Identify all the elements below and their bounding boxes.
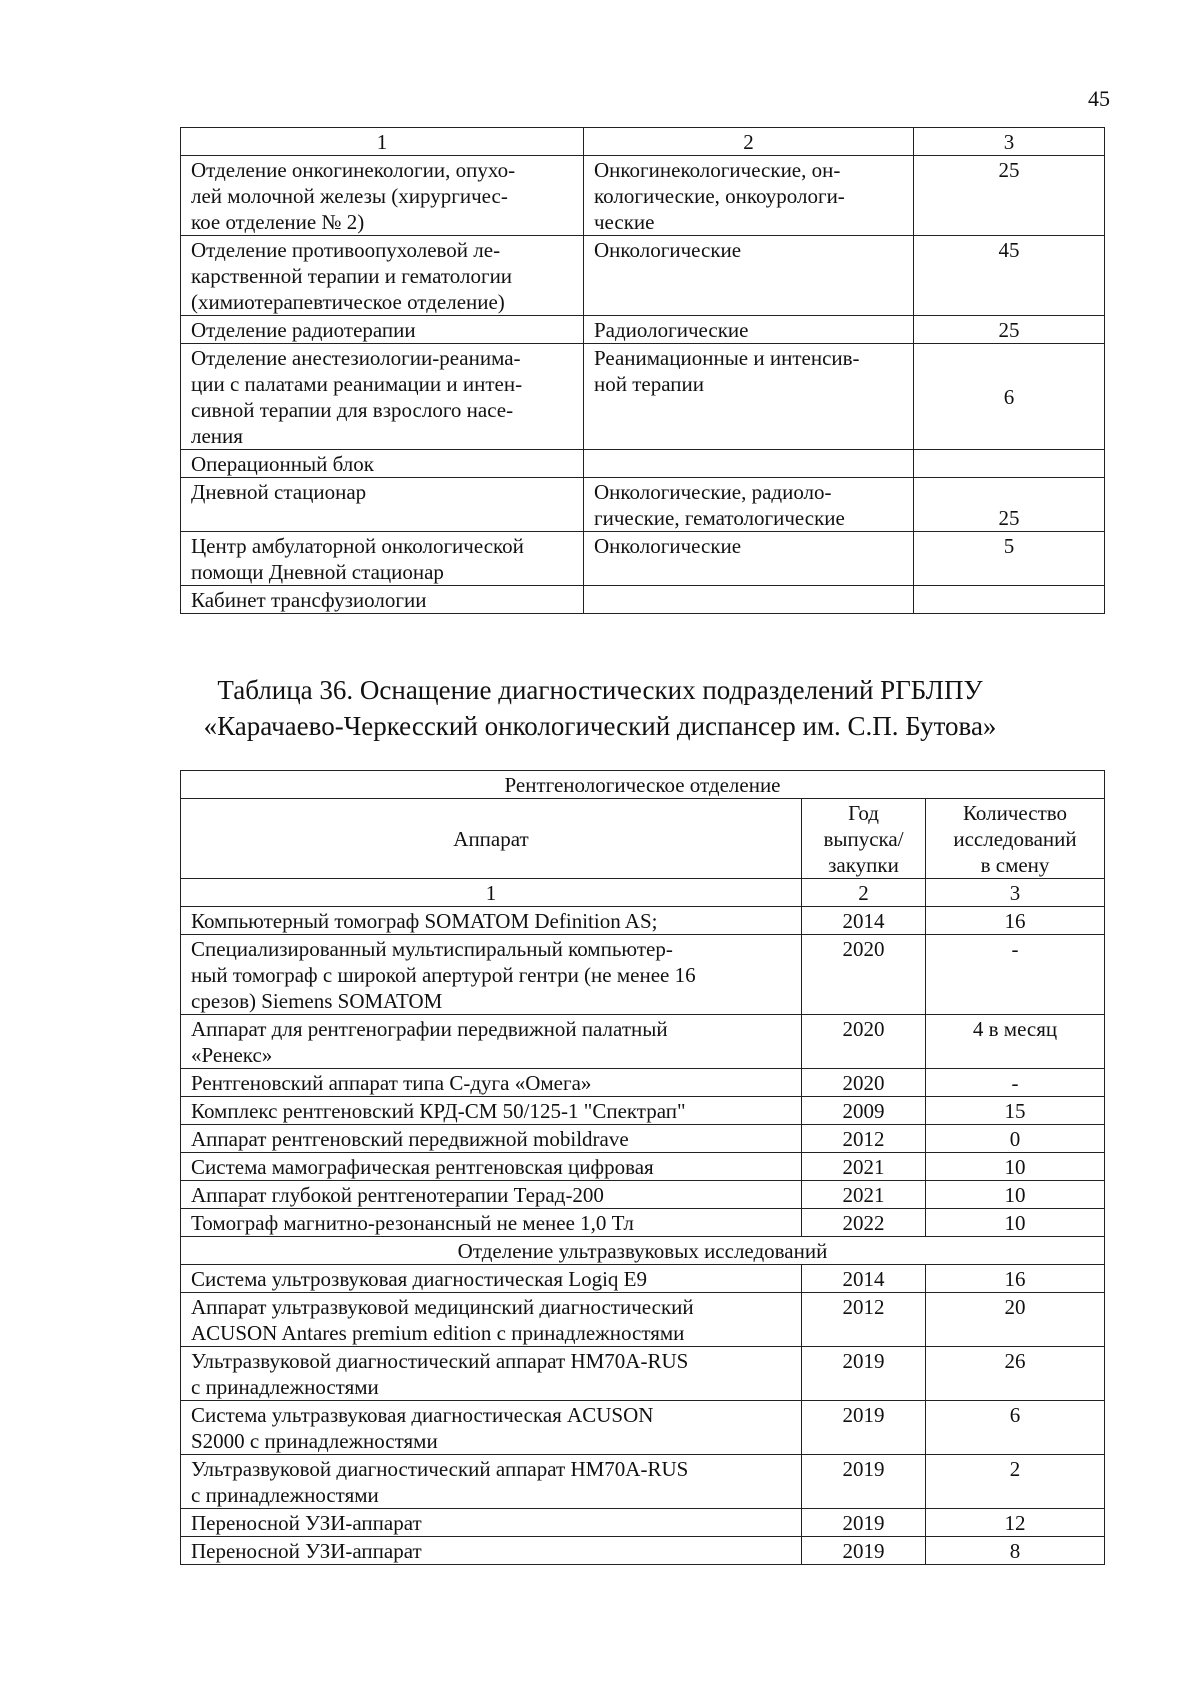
studies-count-cell: 15 (926, 1097, 1105, 1125)
table-caption (0, 672, 1200, 744)
equipment-table (180, 770, 1105, 1565)
table-row (181, 1209, 1105, 1237)
column-number-3: 3 (926, 879, 1105, 907)
year-cell: 2021 (802, 1181, 926, 1209)
page-number: 45 (1088, 86, 1110, 111)
section-title-ultrasound: Отделение ультразвуковых исследований (181, 1237, 1105, 1265)
section-title-row (181, 771, 1105, 799)
bed-count-cell (914, 450, 1105, 478)
bed-count-cell: 5 (914, 532, 1105, 586)
department-cell: Центр амбулаторной онкологической помощи Дневной стационар (181, 532, 584, 586)
year-cell: 2021 (802, 1153, 926, 1181)
table-row (181, 935, 1105, 1015)
studies-count-cell: 10 (926, 1181, 1105, 1209)
table-row (181, 236, 1105, 316)
year-cell: 2009 (802, 1097, 926, 1125)
apparatus-name-cell: Аппарат глубокой рентгенотерапии Терад-200 (181, 1181, 802, 1209)
studies-count-cell: 8 (926, 1537, 1105, 1565)
table-row (181, 316, 1105, 344)
year-cell: 2012 (802, 1293, 926, 1347)
studies-count-cell: - (926, 935, 1105, 1015)
bed-profile-cell (584, 586, 914, 614)
column-number-1: 1 (181, 128, 584, 156)
table-row (181, 1537, 1105, 1565)
department-cell: Операционный блок (181, 450, 584, 478)
bed-count-cell: 45 (914, 236, 1105, 316)
table-row (181, 1097, 1105, 1125)
table-row (181, 156, 1105, 236)
studies-count-cell: 10 (926, 1153, 1105, 1181)
apparatus-name-cell: Комплекс рентгеновский КРД-СМ 50/125-1 "Спектрап" (181, 1097, 802, 1125)
studies-count-cell: 2 (926, 1455, 1105, 1509)
table-row (181, 1455, 1105, 1509)
table-header-row (181, 128, 1105, 156)
department-cell: Отделение противоопухолевой ле- карственной терапии и гематологии (химиотерапевтическое отделение) (181, 236, 584, 316)
apparatus-name-cell: Система мамографическая рентгеновская цифровая (181, 1153, 802, 1181)
apparatus-name-cell: Система ультрозвуковая диагностическая Logiq E9 (181, 1265, 802, 1293)
table-row (181, 1015, 1105, 1069)
apparatus-name-cell: Аппарат рентгеновский передвижной mobildrave (181, 1125, 802, 1153)
studies-count-cell: 4 в месяц (926, 1015, 1105, 1069)
bed-profile-cell: Онкологические, радиоло- гические, гематологические (584, 478, 914, 532)
apparatus-name-cell: Специализированный мультиспиральный компьютер- ный томограф с широкой апертурой гентри (не менее 16 срезов) Siemens SOMATOM (181, 935, 802, 1015)
bed-profile-cell: Реанимационные и интенсив- ной терапии (584, 344, 914, 450)
bed-count-cell: 25 (914, 316, 1105, 344)
apparatus-name-cell: Томограф магнитно-резонансный не менее 1,0 Тл (181, 1209, 802, 1237)
caption-line-1: Таблица 36. Оснащение диагностических подразделений РГБЛПУ (217, 675, 983, 705)
studies-count-cell: - (926, 1069, 1105, 1097)
apparatus-name-cell: Ультразвуковой диагностический аппарат HM70A-RUS с принадлежностями (181, 1347, 802, 1401)
apparatus-name-cell: Рентгеновский аппарат типа С-дуга «Омега» (181, 1069, 802, 1097)
apparatus-name-cell: Переносной УЗИ-аппарат (181, 1509, 802, 1537)
year-cell: 2014 (802, 907, 926, 935)
studies-count-cell: 0 (926, 1125, 1105, 1153)
table-row (181, 1293, 1105, 1347)
studies-count-cell: 26 (926, 1347, 1105, 1401)
year-cell: 2019 (802, 1455, 926, 1509)
bed-profile-cell: Онкогинекологические, он- кологические, онкоурологи- ческие (584, 156, 914, 236)
year-cell: 2020 (802, 1015, 926, 1069)
table-row (181, 478, 1105, 532)
department-cell: Отделение анестезиологии-реанима- ции с палатами реанимации и интен- сивной терапии для взрослого насе- ления (181, 344, 584, 450)
year-cell: 2020 (802, 1069, 926, 1097)
table-row (181, 1069, 1105, 1097)
table-row (181, 1265, 1105, 1293)
column-number-row (181, 879, 1105, 907)
table-row (181, 586, 1105, 614)
apparatus-name-cell: Аппарат ультразвуковой медицинский диагностический ACUSON Antares premium edition с принадлежностями (181, 1293, 802, 1347)
year-cell: 2019 (802, 1347, 926, 1401)
table-row (181, 1125, 1105, 1153)
year-cell: 2012 (802, 1125, 926, 1153)
year-cell: 2019 (802, 1509, 926, 1537)
table-header-row (181, 799, 1105, 879)
bed-count-cell: 25 (914, 156, 1105, 236)
year-cell: 2022 (802, 1209, 926, 1237)
year-cell: 2019 (802, 1401, 926, 1455)
section-title-xray: Рентгенологическое отделение (181, 771, 1105, 799)
studies-count-cell: 16 (926, 1265, 1105, 1293)
column-header-count: Количество исследований в смену (926, 799, 1105, 879)
caption-line-2: «Карачаево-Черкесский онкологический диспансер им. С.П. Бутова» (203, 711, 997, 741)
bed-profile-cell: Онкологические (584, 532, 914, 586)
table-row (181, 907, 1105, 935)
column-header-year: Год выпуска/ закупки (802, 799, 926, 879)
apparatus-name-cell: Переносной УЗИ-аппарат (181, 1537, 802, 1565)
department-cell: Отделение радиотерапии (181, 316, 584, 344)
table-row (181, 532, 1105, 586)
apparatus-name-cell: Аппарат для рентгенографии передвижной палатный «Ренекс» (181, 1015, 802, 1069)
bed-profile-cell (584, 450, 914, 478)
departments-table-body (181, 128, 1105, 614)
bed-count-cell: 25 (914, 478, 1105, 532)
studies-count-cell: 20 (926, 1293, 1105, 1347)
year-cell: 2020 (802, 935, 926, 1015)
department-cell: Дневной стационар (181, 478, 584, 532)
bed-profile-cell: Радиологические (584, 316, 914, 344)
year-cell: 2019 (802, 1537, 926, 1565)
bed-count-cell: 6 (914, 344, 1105, 450)
table-row (181, 1153, 1105, 1181)
studies-count-cell: 12 (926, 1509, 1105, 1537)
column-header-apparatus: Аппарат (181, 799, 802, 879)
department-cell: Кабинет трансфузиологии (181, 586, 584, 614)
table-row (181, 1401, 1105, 1455)
column-number-1: 1 (181, 879, 802, 907)
apparatus-name-cell: Система ультразвуковая диагностическая ACUSON S2000 с принадлежностями (181, 1401, 802, 1455)
column-number-3: 3 (914, 128, 1105, 156)
equipment-table-body (181, 771, 1105, 1565)
table-row (181, 450, 1105, 478)
table-row (181, 344, 1105, 450)
column-number-2: 2 (584, 128, 914, 156)
apparatus-name-cell: Компьютерный томограф SOMATOM Definition AS; (181, 907, 802, 935)
bed-count-cell (914, 586, 1105, 614)
year-cell: 2014 (802, 1265, 926, 1293)
bed-profile-cell: Онкологические (584, 236, 914, 316)
table-row (181, 1509, 1105, 1537)
studies-count-cell: 6 (926, 1401, 1105, 1455)
department-cell: Отделение онкогинекологии, опухо- лей молочной железы (хирургичес- кое отделение № 2) (181, 156, 584, 236)
departments-table (180, 127, 1105, 614)
table-row (181, 1181, 1105, 1209)
apparatus-name-cell: Ультразвуковой диагностический аппарат HM70A-RUS с принадлежностями (181, 1455, 802, 1509)
studies-count-cell: 10 (926, 1209, 1105, 1237)
table-row (181, 1347, 1105, 1401)
section-title-row (181, 1237, 1105, 1265)
studies-count-cell: 16 (926, 907, 1105, 935)
column-number-2: 2 (802, 879, 926, 907)
